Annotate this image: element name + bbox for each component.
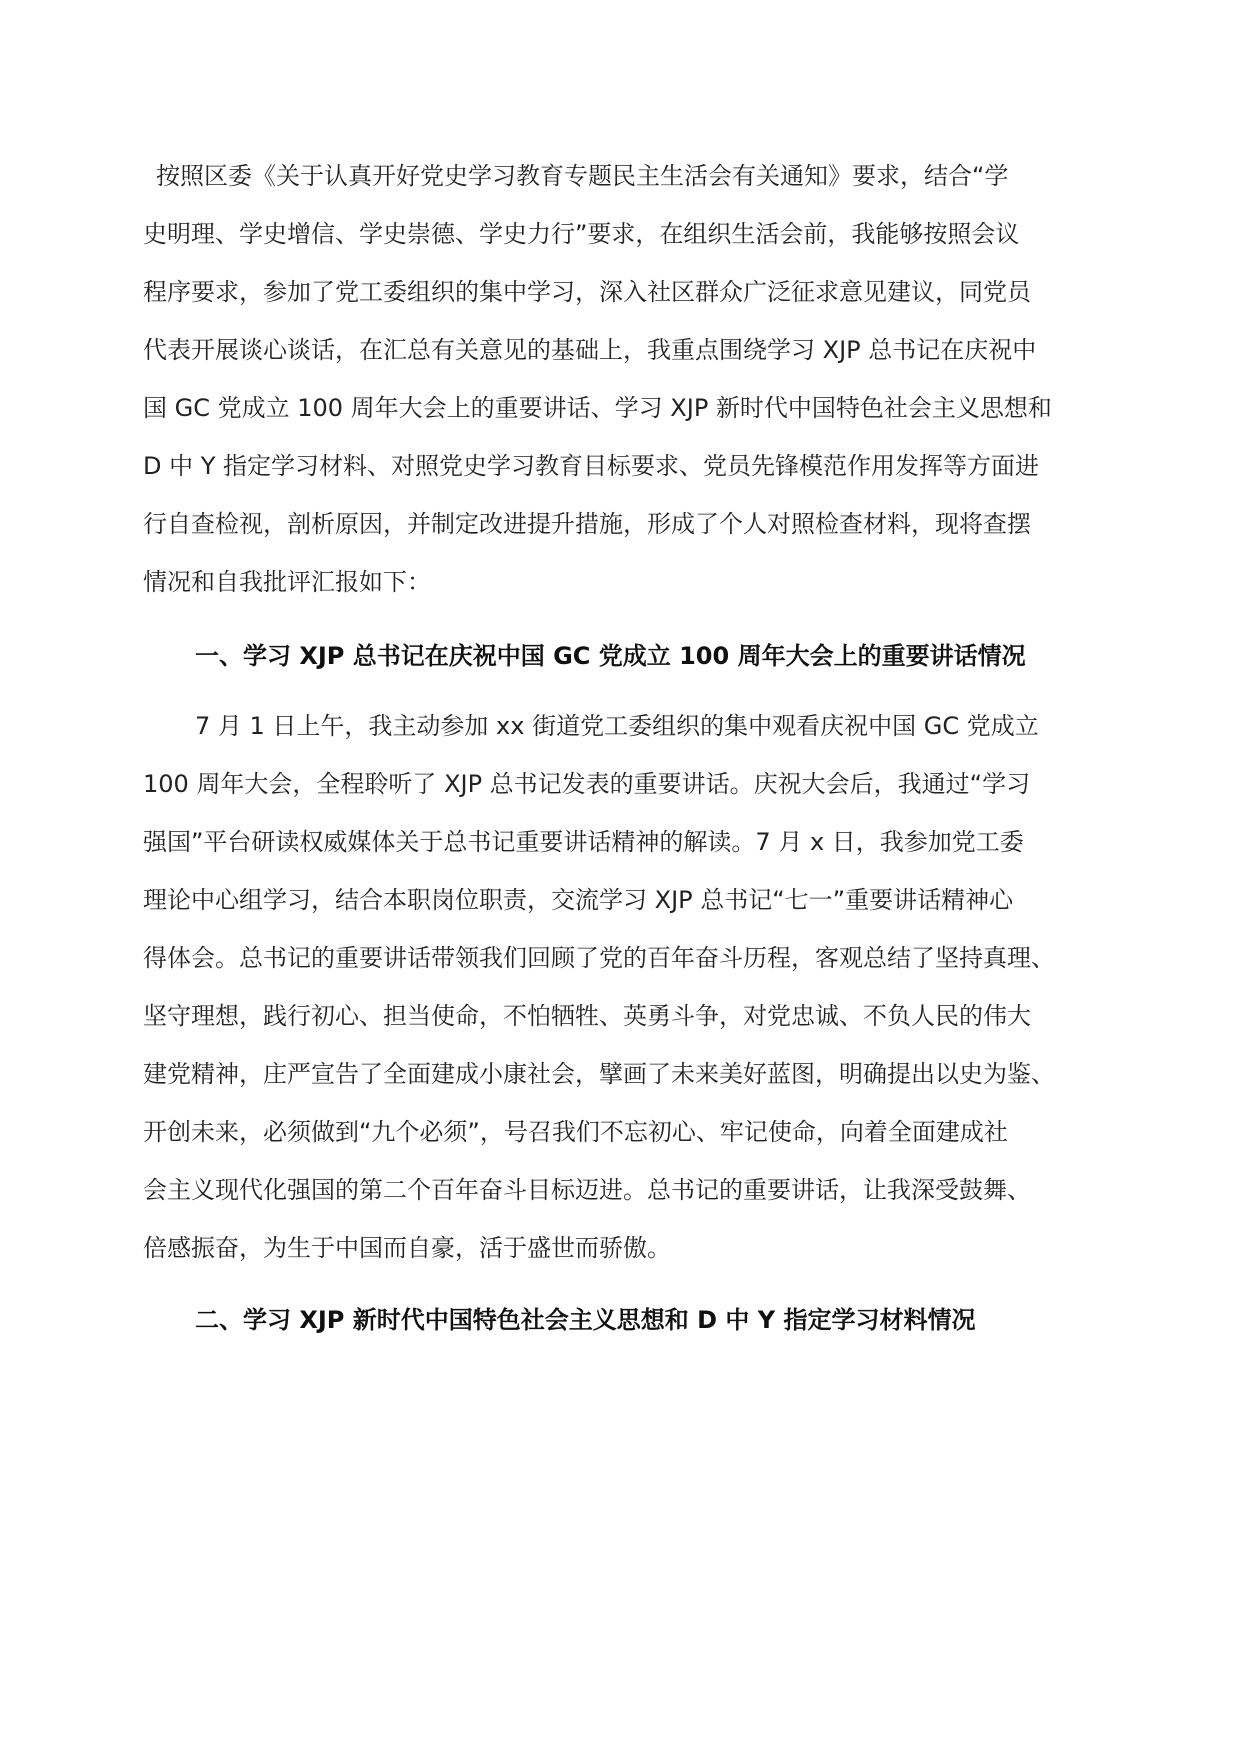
section1-line-8: 开创未来，必须做到“九个必须”，号召我们不忘初心、牢记使命，向着全面建成社 — [143, 1118, 1008, 1146]
intro-line-2: 史明理、学史增信、学史崇德、学史力行”要求，在组织生活会前，我能够按照会议 — [143, 220, 1020, 248]
section1-line-6: 坚守理想，践行初心、担当使命，不怕牺牲、英勇斗争，对党忠诚、不负人民的伟大 — [143, 1002, 1031, 1030]
section1-line-4: 理论中心组学习，结合本职岗位职责，交流学习 XJP 总书记“七一”重要讲话精神心 — [143, 886, 1014, 914]
section1-line-1: 7 月 1 日上午，我主动参加 xx 街道党工委组织的集中观看庆祝中国 GC 党成立 — [195, 712, 1039, 740]
intro-line-7: 行自查检视，剖析原因，并制定改进提升措施，形成了个人对照检查材料，现将查摆 — [143, 510, 1031, 538]
intro-line-3: 程序要求，参加了党工委组织的集中学习，深入社区群众广泛征求意见建议，同党员 — [143, 278, 1031, 306]
section1-line-2: 100 周年大会，全程聆听了 XJP 总书记发表的重要讲话。庆祝大会后，我通过“学习 — [143, 770, 1031, 798]
intro-line-6: D 中 Y 指定学习材料、对照党史学习教育目标要求、党员先锋模范作用发挥等方面进 — [143, 452, 1040, 480]
section1-line-3: 强国”平台研读权威媒体关于总书记重要讲话精神的解读。7 月 x 日，我参加党工委 — [143, 828, 1024, 856]
intro-line-8: 情况和自我批评汇报如下： — [143, 568, 431, 596]
section-heading-1: 一、学习 XJP 总书记在庆祝中国 GC 党成立 100 周年大会上的重要讲话情况 — [195, 642, 1026, 670]
section1-line-10: 倍感振奋，为生于中国而自豪，活于盛世而骄傲。 — [143, 1234, 671, 1262]
section1-line-5: 得体会。总书记的重要讲话带领我们回顾了党的百年奋斗历程，客观总结了坚持真理、 — [143, 944, 1055, 972]
intro-line-1: 按照区委《关于认真开好党史学习教育专题民主生活会有关通知》要求，结合“学 — [156, 162, 1009, 190]
section-heading-2: 二、学习 XJP 新时代中国特色社会主义思想和 D 中 Y 指定学习材料情况 — [195, 1306, 976, 1334]
section1-line-9: 会主义现代化强国的第二个百年奋斗目标迈进。总书记的重要讲话，让我深受鼓舞、 — [143, 1176, 1031, 1204]
intro-line-4: 代表开展谈心谈话，在汇总有关意见的基础上，我重点围绕学习 XJP 总书记在庆祝中 — [143, 336, 1037, 364]
intro-line-5: 国 GC 党成立 100 周年大会上的重要讲话、学习 XJP 新时代中国特色社会主义思想和 — [143, 394, 1052, 422]
section1-line-7: 建党精神，庄严宣告了全面建成小康社会，擘画了未来美好蓝图，明确提出以史为鉴、 — [143, 1060, 1055, 1088]
